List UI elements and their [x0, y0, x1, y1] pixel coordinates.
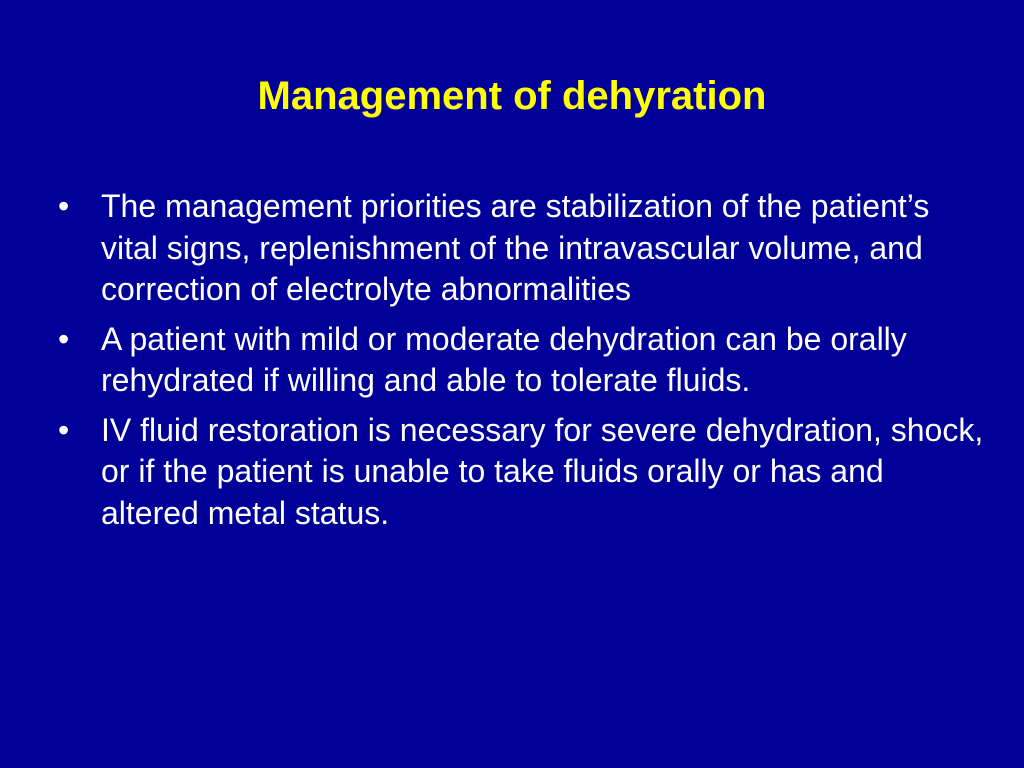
- bullet-text-1: The management priorities are stabilization of the patient’s vital signs, replenishment of the intravascular volume, and correction of electrolyte abnormalities: [101, 188, 930, 307]
- bullet-item-3: [58, 410, 988, 535]
- bullet-list: [58, 186, 988, 542]
- bullet-item-2: [58, 319, 988, 402]
- bullet-icon: •: [58, 188, 70, 224]
- bullet-item-1: [58, 186, 988, 311]
- bullet-text-2: A patient with mild or moderate dehydration can be orally rehydrated if willing and able to tolerate fluids.: [101, 320, 907, 398]
- bullet-icon: •: [58, 411, 70, 448]
- slide-title: Management of dehyration: [257, 74, 767, 118]
- bullet-icon: •: [58, 320, 70, 357]
- bullet-text-3: IV fluid restoration is necessary for severe dehydration, shock, or if the patient is unable to take fluids orally or has and altered metal status.: [101, 411, 984, 531]
